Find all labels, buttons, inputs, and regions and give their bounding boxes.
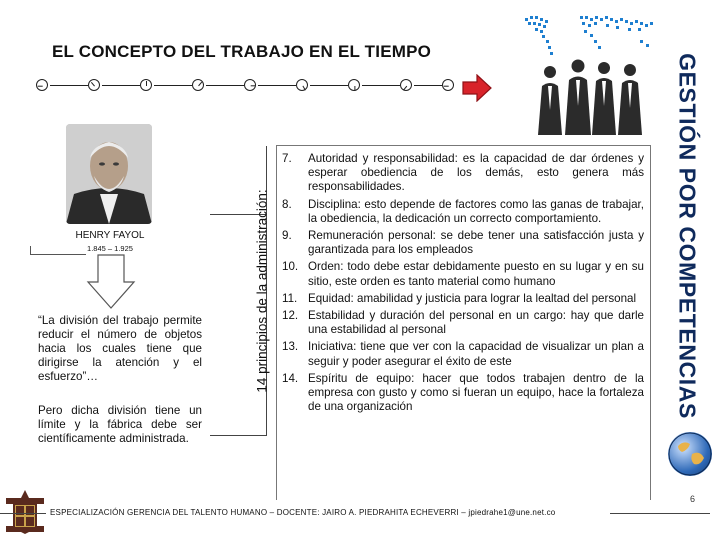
footer-line-right xyxy=(610,513,710,514)
side-title xyxy=(667,53,707,419)
principle-number: 14. xyxy=(282,371,299,385)
principles-label-text: 14 principios de la administración: xyxy=(254,189,270,393)
principle-text: Iniciativa: tiene que ver con la capacidad de visualizar un plan a seguir y poder asegurar el éxito de este xyxy=(308,340,644,368)
clock-icon xyxy=(442,79,454,91)
person-years: 1.845 – 1.925 xyxy=(87,244,133,253)
fayol-quote: “La división del trabajo permite reducir el número de objetos hacia los cuales tiene que dirigirse la atención y el esfuerzo”… xyxy=(38,314,202,383)
principle-number: 8. xyxy=(282,197,292,211)
principle-text: Autoridad y responsabilidad: es la capacidad de dar órdenes y esperar obediencia de los demás, esto genera más responsabilidades. xyxy=(308,152,644,194)
clock-icon xyxy=(400,79,412,91)
principle-item xyxy=(282,152,644,195)
clock-icon xyxy=(36,79,48,91)
principle-number: 7. xyxy=(282,152,292,165)
principle-item xyxy=(282,372,644,415)
principle-text: Disciplina: esto depende de factores como las ganas de trabajar, la obediencia, la dedicación un correcto comportamiento. xyxy=(308,197,644,225)
person-name: HENRY FAYOL xyxy=(75,230,145,241)
principle-item xyxy=(282,340,644,368)
principle-item xyxy=(282,292,644,306)
principle-text: Equidad: amabilidad y justicia para lograr la lealtad del personal xyxy=(308,291,637,305)
side-title-text: GESTIÓN POR COMPETENCIAS xyxy=(674,53,701,419)
principle-number: 10. xyxy=(282,260,299,274)
footer-line-left xyxy=(0,513,46,514)
red-arrow-icon xyxy=(462,74,492,107)
footer-text: ESPECIALIZACIÓN GERENCIA DEL TALENTO HUMANO – DOCENTE: JAIRO A. PIEDRAHITA ECHEVERRI – jpiedrahe1@une.net.co xyxy=(50,508,556,517)
down-arrow-icon xyxy=(86,254,136,315)
principle-text: Remuneración personal: se debe tener una satisfacción justa y garantizada para los empleados xyxy=(308,229,644,257)
principle-item xyxy=(282,260,644,288)
principle-text: Espíritu de equipo: hacer que todos trabajen dentro de la empresa con gusto y como si fueran un equipo, hace la fortaleza de una organización xyxy=(308,371,644,414)
principle-item xyxy=(282,309,644,337)
principle-number: 9. xyxy=(282,229,292,243)
principle-number: 11. xyxy=(282,291,298,305)
emblem-icon xyxy=(6,490,44,534)
principles-list xyxy=(282,152,644,417)
clock-icon xyxy=(348,79,360,91)
clock-icon xyxy=(244,79,256,91)
principle-item xyxy=(282,198,644,226)
clock-icon xyxy=(296,79,308,91)
clock-icon xyxy=(88,79,100,91)
principle-text: Estabilidad y duración del personal en un cargo: hay que darle una estabilidad al personal xyxy=(308,309,644,337)
timeline xyxy=(36,76,456,98)
clock-icon xyxy=(140,79,152,91)
world-map-icon xyxy=(520,10,665,135)
page-number: 6 xyxy=(690,494,696,504)
page-title: EL CONCEPTO DEL TRABAJO EN EL TIEMPO xyxy=(52,42,432,61)
principle-item xyxy=(282,229,644,257)
principle-number: 13. xyxy=(282,340,299,354)
connector-line xyxy=(30,246,86,255)
globe-icon xyxy=(668,432,712,476)
principle-text: Orden: todo debe estar debidamente puesto en su lugar y en su sitio, este orden es tanto material como humano xyxy=(308,260,644,288)
body-text: Pero dicha división tiene un límite y la fábrica debe ser científicamente administrada. xyxy=(38,404,202,445)
principle-number: 12. xyxy=(282,309,299,323)
henry-fayol-portrait xyxy=(66,124,152,224)
principles-vertical-label xyxy=(254,146,270,436)
clock-icon xyxy=(192,79,204,91)
